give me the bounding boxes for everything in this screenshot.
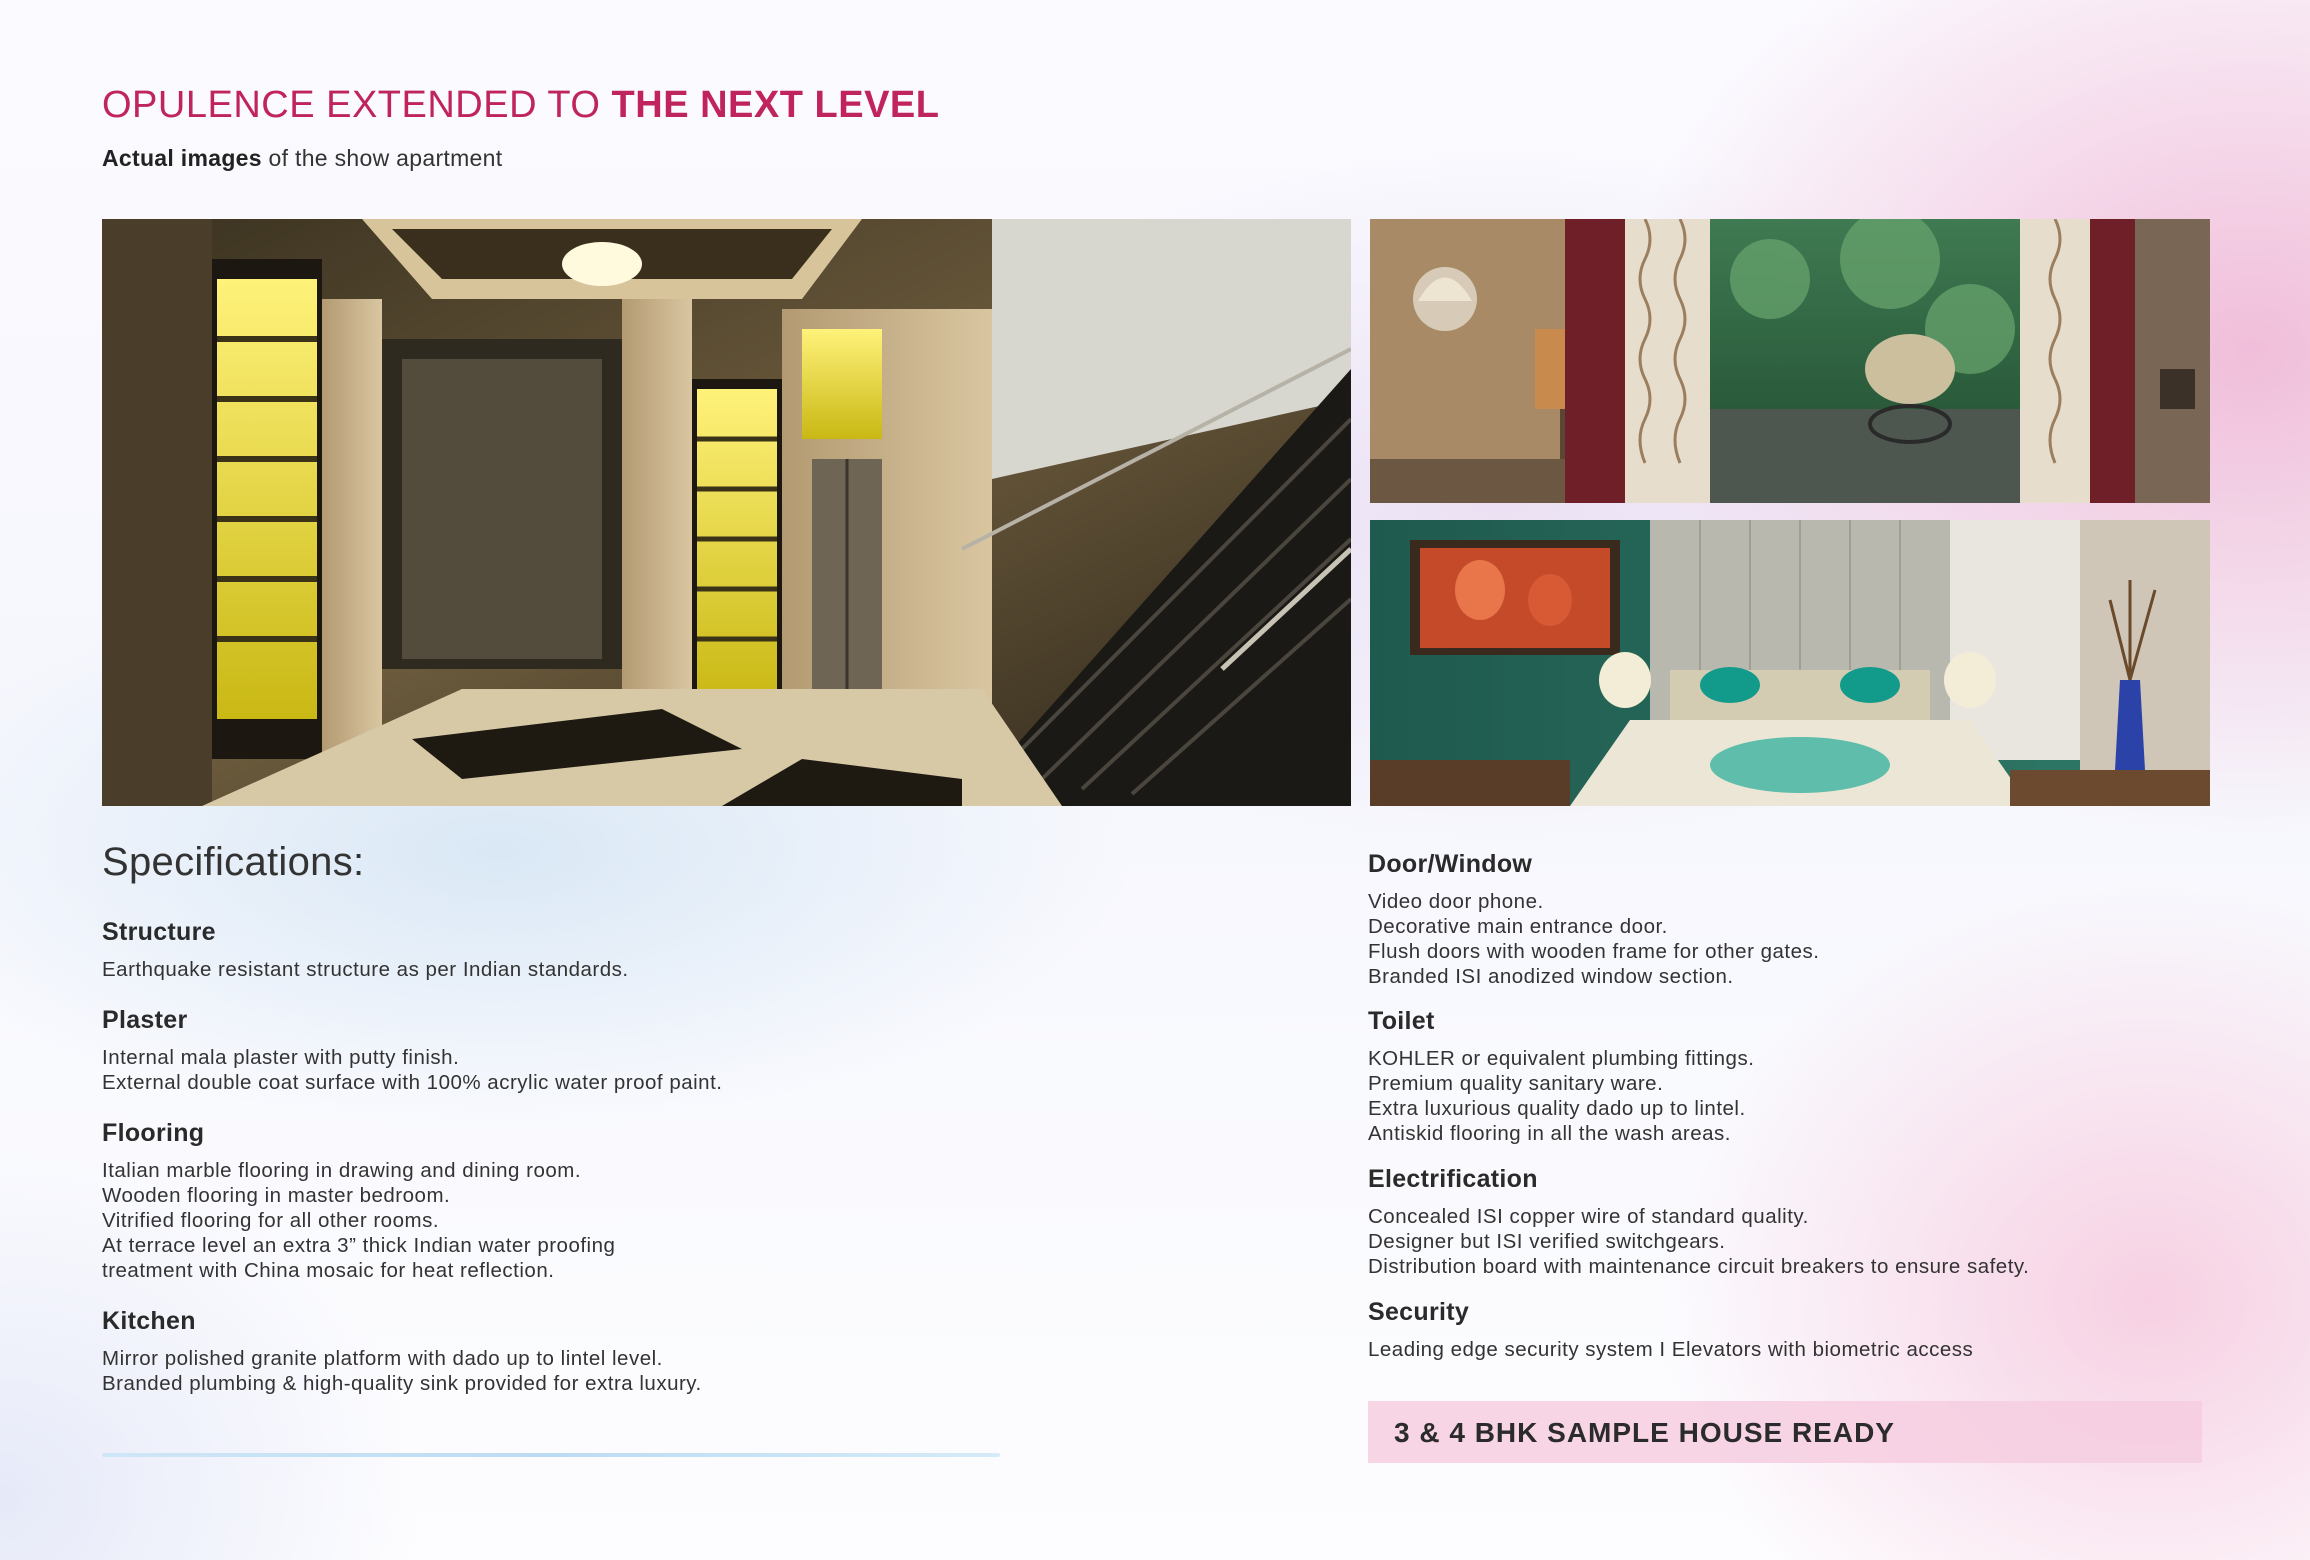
spec-title: Structure <box>102 918 216 946</box>
spec-line: Flush doors with wooden frame for other gates. <box>1368 940 1820 963</box>
spec-line: Vitrified flooring for all other rooms. <box>102 1209 440 1232</box>
spec-toilet <box>1368 1007 1754 1146</box>
spec-title: Kitchen <box>102 1307 196 1335</box>
page-title <box>102 84 939 127</box>
spec-line: Mirror polished granite platform with dado up to lintel level. <box>102 1347 663 1370</box>
spec-line: Distribution board with maintenance circuit breakers to ensure safety. <box>1368 1255 2030 1278</box>
living-room-balcony-photo <box>1370 219 2210 503</box>
specifications-heading: Specifications: <box>102 840 365 884</box>
spec-title: Electrification <box>1368 1165 1538 1193</box>
title-bold: THE NEXT LEVEL <box>611 84 940 126</box>
sample-house-banner <box>1368 1401 2202 1463</box>
section-divider <box>102 1453 1000 1457</box>
spec-title: Door/Window <box>1368 850 1533 878</box>
spec-plaster <box>102 1006 722 1095</box>
spec-line: Leading edge security system I Elevators with biometric access <box>1368 1338 1974 1361</box>
spec-kitchen <box>102 1307 702 1396</box>
page-subtitle <box>102 145 502 172</box>
spec-line: Branded plumbing & high-quality sink provided for extra luxury. <box>102 1372 702 1395</box>
lobby-staircase-photo <box>102 219 1351 806</box>
spec-line: Antiskid flooring in all the wash areas. <box>1368 1122 1731 1145</box>
spec-line: Concealed ISI copper wire of standard quality. <box>1368 1205 1809 1228</box>
spec-line: Earthquake resistant structure as per Indian standards. <box>102 958 629 981</box>
spec-line: Designer but ISI verified switchgears. <box>1368 1230 1726 1253</box>
spec-title: Flooring <box>102 1119 205 1147</box>
subtitle-bold: Actual images <box>102 145 262 171</box>
bedroom-photo <box>1370 520 2210 806</box>
spec-line: Italian marble flooring in drawing and dining room. <box>102 1159 582 1182</box>
spec-line: KOHLER or equivalent plumbing fittings. <box>1368 1047 1755 1070</box>
spec-line: treatment with China mosaic for heat reflection. <box>102 1259 555 1282</box>
spec-line: Premium quality sanitary ware. <box>1368 1072 1664 1095</box>
spec-line: Extra luxurious quality dado up to lintel. <box>1368 1097 1746 1120</box>
spec-security <box>1368 1298 1973 1362</box>
spec-line: Video door phone. <box>1368 890 1544 913</box>
banner-text: 3 & 4 BHK SAMPLE HOUSE READY <box>1394 1417 1895 1448</box>
spec-title: Plaster <box>102 1006 188 1034</box>
spec-line: Wooden flooring in master bedroom. <box>102 1184 451 1207</box>
spec-line: At terrace level an extra 3” thick Indian water proofing <box>102 1234 616 1257</box>
spec-line: External double coat surface with 100% acrylic water proof paint. <box>102 1071 723 1094</box>
title-light: OPULENCE EXTENDED TO <box>102 84 612 126</box>
spec-line: Decorative main entrance door. <box>1368 915 1668 938</box>
spec-line: Internal mala plaster with putty finish. <box>102 1046 460 1069</box>
spec-electrification <box>1368 1165 2029 1279</box>
spec-flooring <box>102 1119 615 1283</box>
spec-title: Security <box>1368 1298 1470 1326</box>
spec-door-window <box>1368 850 1819 989</box>
spec-structure <box>102 918 629 982</box>
spec-title: Toilet <box>1368 1007 1435 1035</box>
spec-line: Branded ISI anodized window section. <box>1368 965 1734 988</box>
subtitle-rest: of the show apartment <box>261 145 503 171</box>
